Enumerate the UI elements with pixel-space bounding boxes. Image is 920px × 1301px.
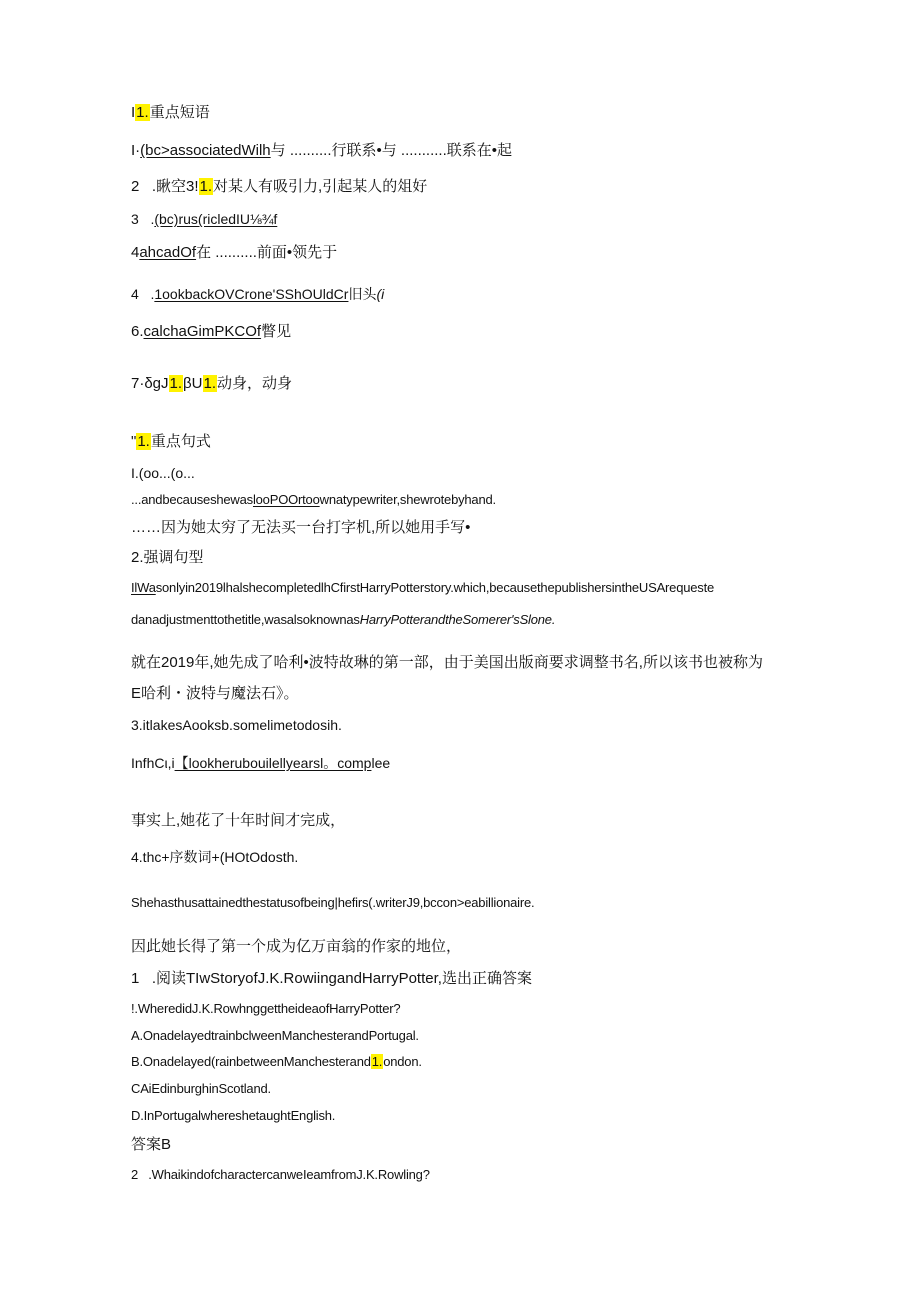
item-number: 7·δgJ — [131, 375, 169, 392]
highlight-mark: 1. — [203, 375, 217, 392]
example-2-translation-2: E哈利・波特与魔法石》。 — [131, 685, 299, 702]
question-1: !.WheredidJ.K.RowhnggettheideaofHarryPotter? — [131, 1001, 401, 1016]
heading-prefix: " — [131, 433, 137, 450]
phrase-meaning: 对某人有吸引力,引起某人的俎好 — [213, 178, 428, 195]
example-2-translation-1: 就在2019年,她先成了哈利•波特故琳的第一部，由于美国出版商要求调整书名,所以该书也被称为 — [131, 654, 763, 671]
highlight-mark: 1. — [371, 1054, 383, 1069]
book-title: HarryPotterandtheSomerer'sSlone. — [359, 612, 556, 627]
pattern-3: 3.itlakesAooksb.somelimetodosih. — [131, 717, 342, 733]
example-2-line-2 — [131, 613, 555, 626]
example-text: InfhCι,i — [131, 755, 175, 771]
option-b — [131, 1055, 422, 1068]
phrase-meaning: 瞥见 — [261, 323, 292, 340]
highlight-mark: 1. — [137, 433, 150, 450]
phrase-item-1 — [131, 143, 512, 158]
example-text: lee — [371, 755, 391, 771]
item-number: I· — [131, 142, 141, 159]
phrase-term: ahcadOf — [139, 244, 197, 261]
phrase-item-2 — [131, 179, 427, 194]
example-2-line-1 — [131, 581, 714, 594]
example-4 — [131, 896, 534, 909]
example-text: danadjustmenttothetitle,wasalsoknownas — [131, 612, 360, 627]
pattern-4: 4.thc+序数词+(HOtOdosth. — [131, 849, 299, 865]
option-a: A.OnadelayedtrainbclweenManchesterandPortugal. — [131, 1028, 419, 1043]
phrase-term: calchaGimPKCOf — [143, 323, 262, 340]
pattern-2: 2.强调句型 — [131, 549, 204, 566]
heading-text: 重点短语 — [149, 104, 210, 121]
option-c: CAiEdinburghinScotland. — [131, 1081, 271, 1096]
item-number: 4 . — [131, 286, 155, 302]
example-3 — [131, 756, 390, 770]
phrase-item-7 — [131, 376, 292, 391]
example-text: sonlyin2019lhalshecompletedlhCfirstHarryPotterstory.which,becausethepublishersintheUSArequeste — [155, 580, 715, 595]
phrase-text: 瞅空3! — [156, 178, 199, 195]
option-text: ondon. — [383, 1054, 422, 1069]
highlight-mark: 1. — [136, 104, 149, 121]
phrase-term: (bc>associatedWilh — [140, 142, 271, 159]
item-number: 2 . — [131, 178, 157, 195]
exercise-instruction: 1 .阅读TIwStoryofJ.K.RowiingandHarryPotter,选出正确答案 — [131, 970, 532, 987]
example-term: looPOOrtoo — [252, 492, 320, 507]
phrase-meaning: 与 ..........行联系•与 ...........联系在•起 — [270, 142, 513, 159]
phrase-item-5 — [131, 287, 384, 301]
phrase-meaning: 动身，动身 — [217, 375, 293, 392]
heading-prefix: I — [131, 104, 136, 121]
example-text: |hefirs(.writerJ9,bccon>eabillionaire. — [334, 895, 535, 910]
answer: 答案B — [131, 1136, 172, 1153]
example-text: ...andbecauseshewas — [131, 492, 253, 507]
sentences-heading — [131, 434, 211, 449]
question-2: 2 .WhaikindofcharactercanweIeamfromJ.K.Rowling? — [131, 1167, 430, 1182]
example-text: wnatypewriter,shewrotebyhand. — [319, 492, 496, 507]
phrase-term: 1ookbackOVCrone'SShOUldCr — [154, 286, 349, 302]
option-text: B.Onadelayed(rainbetweenManchesterand — [131, 1054, 371, 1069]
example-1-translation: ……因为她太穷了无法买一台打字机,所以她用手写• — [131, 519, 471, 536]
example-text: Shehasthusattainedthestatusofbeing — [131, 895, 335, 910]
highlight-mark: 1. — [169, 375, 183, 392]
item-number: 3 . — [131, 211, 155, 227]
pattern-1: I.(oo...(o... — [131, 465, 195, 481]
phrase-item-4 — [131, 245, 337, 260]
item-number: 4 — [131, 244, 140, 261]
example-1 — [131, 493, 496, 506]
example-3-translation: 事实上,她花了十年时间才完成， — [131, 812, 346, 829]
item-number: 6. — [131, 323, 144, 340]
phrases-heading — [131, 105, 210, 120]
example-4-translation: 因此她长得了第一个成为亿万亩翁的作家的地位， — [131, 938, 462, 955]
phrase-meaning: 旧头 — [348, 286, 377, 302]
phrase-item-6 — [131, 324, 291, 339]
phrase-meaning: 在 ..........前面•领先于 — [196, 244, 338, 261]
phrase-term: (bc)rus(ricledIU⅛¾f — [154, 211, 278, 227]
highlight-mark: 1. — [199, 178, 213, 195]
phrase-tail: (i — [376, 286, 385, 302]
example-term: 【lookherubouilellyearsl。comp — [174, 755, 372, 771]
phrase-item-3 — [131, 212, 277, 226]
heading-text: 重点句式 — [150, 433, 211, 450]
phrase-text: βU — [183, 375, 203, 392]
example-term: IlWa — [131, 580, 156, 595]
option-d: D.InPortugalwhereshetaughtEnglish. — [131, 1108, 336, 1123]
